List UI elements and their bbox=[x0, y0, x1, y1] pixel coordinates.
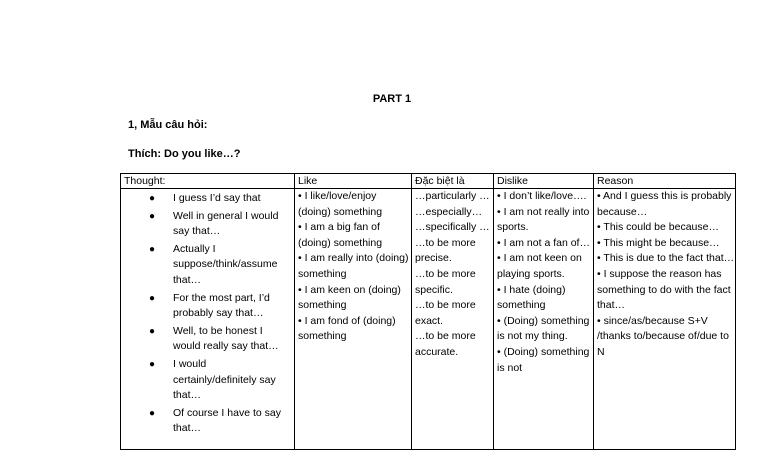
list-item: • This might be because… bbox=[597, 236, 720, 249]
list-item: • I am a big fan of (doing) something bbox=[298, 221, 383, 249]
list-item: ● Well, to be honest I would really say that… bbox=[149, 324, 279, 353]
list-item: …especially… bbox=[415, 205, 483, 218]
header-like: Like bbox=[295, 174, 412, 189]
list-item: • I am keen on (doing) something bbox=[298, 283, 401, 312]
list-item: …to be more exact. bbox=[415, 299, 476, 327]
bullet-icon: ● bbox=[149, 243, 156, 255]
list-item: • And I guess this is probably because… bbox=[597, 190, 732, 218]
question-heading: Thích: Do you like…? bbox=[128, 148, 241, 160]
list-item: …specifically … bbox=[415, 221, 490, 234]
header-thought: Thought: bbox=[121, 174, 295, 189]
like-cell bbox=[295, 189, 412, 450]
thought-cell bbox=[121, 189, 295, 450]
thought-list bbox=[124, 191, 294, 437]
header-especially: Đặc biệt là bbox=[412, 174, 494, 189]
list-item: • This is due to the fact that… bbox=[597, 252, 735, 265]
bullet-icon: ● bbox=[149, 407, 156, 419]
list-item: • I am not really into sports. bbox=[497, 205, 590, 234]
list-item: • since/as/because S+V /thanks to/because of/due to N bbox=[597, 314, 729, 358]
list-item: …to be more precise. bbox=[415, 236, 476, 265]
list-item: • I hate (doing) something bbox=[497, 283, 566, 312]
list-item: • (Doing) something is not my thing. bbox=[497, 314, 590, 343]
especially-cell bbox=[412, 189, 494, 450]
list-item: • I don’t like/love…. bbox=[497, 190, 587, 202]
section-heading: 1, Mẫu câu hỏi: bbox=[128, 119, 208, 131]
list-item: ● Of course I have to say that… bbox=[149, 406, 281, 435]
bullet-icon: ● bbox=[149, 325, 156, 337]
list-item: ● Actually I suppose/think/assume that… bbox=[149, 242, 278, 286]
header-dislike: Dislike bbox=[494, 174, 594, 189]
list-item: ● I would certainly/definitely say that… bbox=[149, 357, 276, 402]
list-item: …to be more accurate. bbox=[415, 330, 476, 358]
list-item: …particularly … bbox=[415, 190, 490, 202]
table-header-row bbox=[121, 174, 736, 189]
list-item: ● I guess I’d say that bbox=[124, 191, 294, 207]
list-item: • I am really into (doing) something bbox=[298, 252, 409, 280]
list-item: …to be more specific. bbox=[415, 267, 476, 296]
list-item: • This could be because… bbox=[597, 221, 719, 234]
list-item: • I am not keen on playing sports. bbox=[497, 252, 582, 280]
table-row bbox=[121, 189, 736, 450]
list-item: • I suppose the reason has something to do with the fact that… bbox=[597, 267, 731, 312]
dislike-cell bbox=[494, 189, 594, 450]
list-item: ● For the most part, I’d probably say that… bbox=[149, 291, 270, 320]
bullet-icon: ● bbox=[149, 210, 156, 222]
list-item: • I am not a fan of… bbox=[497, 236, 590, 249]
bullet-icon: ● bbox=[149, 292, 156, 304]
part-title: PART 1 bbox=[372, 93, 412, 105]
phrase-table bbox=[120, 173, 736, 450]
list-item: • I am fond of (doing) something bbox=[298, 314, 396, 343]
reason-cell bbox=[594, 189, 736, 450]
bullet-icon: ● bbox=[149, 358, 156, 370]
bullet-icon: ● bbox=[149, 193, 156, 204]
list-item: ● Well in general I would say that… bbox=[149, 209, 279, 238]
list-item: • (Doing) something is not bbox=[497, 345, 590, 374]
list-item: • I like/love/enjoy (doing) something bbox=[298, 190, 383, 218]
header-reason: Reason bbox=[594, 174, 736, 189]
